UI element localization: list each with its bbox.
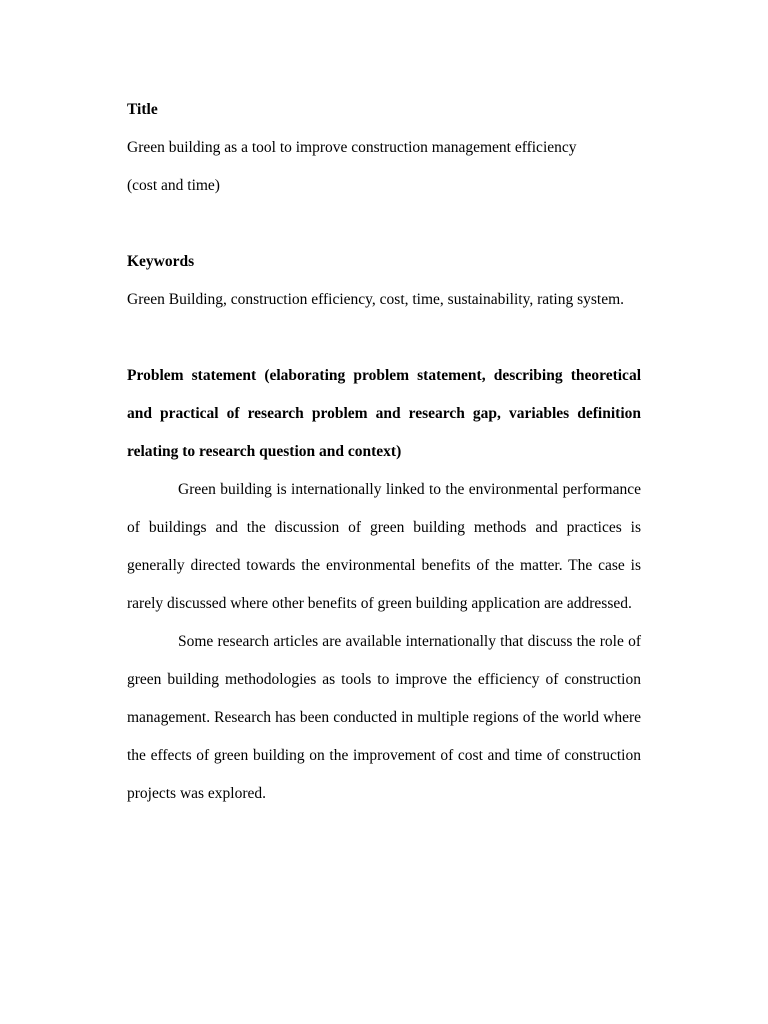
- document-page: [127, 91, 641, 813]
- title-line-1: Green building as a tool to improve construction management efficiency: [127, 139, 577, 156]
- title-heading: Title: [127, 101, 158, 118]
- title-line-2: (cost and time): [127, 177, 220, 194]
- section-spacer: [127, 319, 641, 357]
- problem-paragraph-2: Some research articles are available internationally that discuss the role of green building methodologies as tools to improve the efficiency of construction management. Research has been conducted in multiple regions of the world where the effects of green building on the improvement of cost and time of construction projects was explored.: [127, 633, 641, 802]
- problem-paragraph-1: Green building is internationally linked to the environmental performance of buildings and the discussion of green building methods and practices is generally directed towards the environmental benefits of the matter. The case is rarely discussed where other benefits of green building application are addressed.: [127, 481, 641, 612]
- section-spacer: [127, 205, 641, 243]
- problem-statement-heading: Problem statement (elaborating problem statement, describing theoretical and practical of research problem and research gap, variables definition relating to research question and context): [127, 367, 641, 460]
- keywords-heading: Keywords: [127, 253, 195, 270]
- keywords-text: Green Building, construction efficiency, cost, time, sustainability, rating system.: [127, 291, 625, 308]
